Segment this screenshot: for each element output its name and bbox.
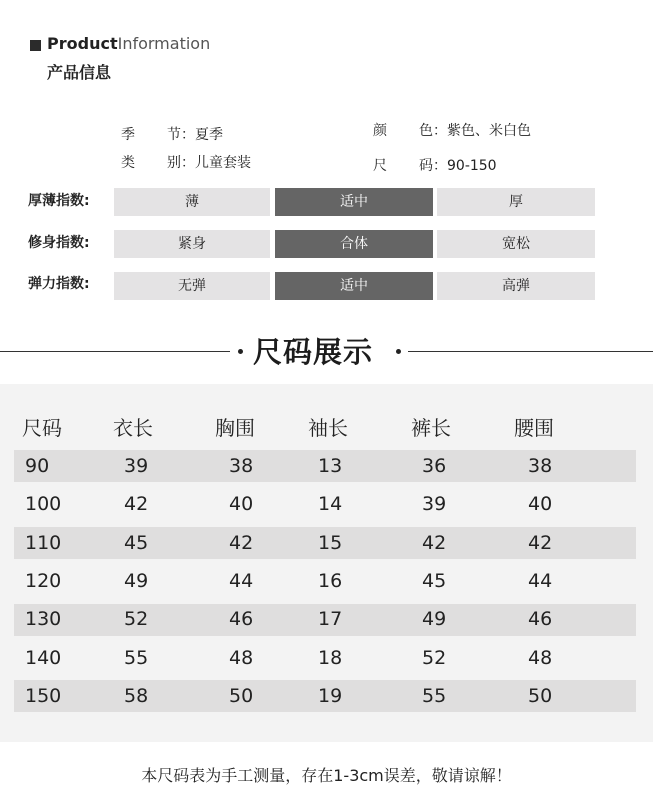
info-color (373, 120, 531, 140)
cell-waist: 46 (528, 608, 553, 630)
cell-size: 120 (25, 570, 62, 592)
info-season-key-b: 节： (167, 127, 195, 143)
thickness-option-thin: 薄 (114, 188, 270, 216)
cell-size: 150 (25, 685, 62, 707)
size-section-title: 尺码展示 (253, 335, 374, 369)
cell-waist: 42 (528, 532, 553, 554)
bullet-dot-right (396, 349, 401, 354)
info-color-key-a: 颜 (373, 123, 387, 139)
cell-length: 42 (124, 493, 149, 515)
cell-length: 58 (124, 685, 149, 707)
thickness-option-thick: 厚 (437, 188, 595, 216)
cell-waist: 50 (528, 685, 553, 707)
info-size-value: 90-150 (447, 158, 497, 174)
section-title-cn: 产品信息 (47, 63, 112, 82)
cell-sleeve: 15 (318, 532, 343, 554)
elasticity-option-high: 高弹 (437, 272, 595, 300)
info-category-key-a: 类 (121, 155, 135, 171)
header-size: 尺码 (22, 416, 62, 440)
cell-length: 55 (124, 647, 149, 669)
thickness-option-medium: 适中 (275, 188, 433, 216)
cell-size: 110 (25, 532, 62, 554)
divider-right (408, 351, 653, 352)
cell-pants-length: 45 (422, 570, 447, 592)
cell-chest: 38 (229, 455, 254, 477)
elasticity-index-label: 弹力指数: (28, 276, 90, 292)
info-season-value: 夏季 (195, 127, 223, 143)
cell-size: 140 (25, 647, 62, 669)
info-season-key-a: 季 (121, 127, 135, 143)
fit-option-regular: 合体 (275, 230, 433, 258)
cell-length: 49 (124, 570, 149, 592)
info-color-key-b: 色： (419, 123, 447, 139)
info-color-value: 紫色、米白色 (447, 123, 531, 139)
cell-sleeve: 19 (318, 685, 343, 707)
cell-pants-length: 42 (422, 532, 447, 554)
thickness-index-label: 厚薄指数: (28, 193, 90, 209)
info-size-key-b: 码： (419, 158, 447, 174)
cell-size: 90 (25, 455, 50, 477)
cell-pants-length: 36 (422, 455, 447, 477)
elasticity-option-medium: 适中 (275, 272, 433, 300)
header-length: 衣长 (113, 416, 153, 440)
cell-pants-length: 39 (422, 493, 447, 515)
cell-pants-length: 52 (422, 647, 447, 669)
header-sleeve: 袖长 (308, 416, 348, 440)
header-chest: 胸围 (215, 416, 255, 440)
cell-chest: 48 (229, 647, 254, 669)
section-marker-icon (30, 40, 41, 51)
cell-sleeve: 14 (318, 493, 343, 515)
cell-chest: 46 (229, 608, 254, 630)
cell-sleeve: 18 (318, 647, 343, 669)
cell-chest: 40 (229, 493, 254, 515)
cell-pants-length: 49 (422, 608, 447, 630)
cell-sleeve: 13 (318, 455, 343, 477)
cell-waist: 40 (528, 493, 553, 515)
cell-chest: 44 (229, 570, 254, 592)
measurement-note: 本尺码表为手工测量，存在1-3cm误差，敬请谅解！ (141, 766, 512, 785)
bullet-dot-left (238, 349, 243, 354)
cell-chest: 50 (229, 685, 254, 707)
cell-length: 39 (124, 455, 149, 477)
divider-left (0, 351, 230, 352)
info-season (121, 124, 223, 144)
cell-size: 100 (25, 493, 62, 515)
section-title-en (47, 34, 210, 53)
title-bold: Product (47, 34, 118, 53)
elasticity-option-none: 无弹 (114, 272, 270, 300)
info-size (373, 155, 497, 175)
cell-length: 45 (124, 532, 149, 554)
cell-waist: 48 (528, 647, 553, 669)
cell-length: 52 (124, 608, 149, 630)
info-category-key-b: 别： (167, 155, 195, 171)
cell-size: 130 (25, 608, 62, 630)
title-light: Information (117, 34, 211, 53)
fit-option-tight: 紧身 (114, 230, 270, 258)
info-category-value: 儿童套装 (195, 155, 251, 171)
cell-waist: 38 (528, 455, 553, 477)
fit-option-loose: 宽松 (437, 230, 595, 258)
cell-sleeve: 16 (318, 570, 343, 592)
cell-sleeve: 17 (318, 608, 343, 630)
cell-waist: 44 (528, 570, 553, 592)
header-pants-length: 裤长 (411, 416, 451, 440)
cell-chest: 42 (229, 532, 254, 554)
cell-pants-length: 55 (422, 685, 447, 707)
info-category (121, 152, 251, 172)
fit-index-label: 修身指数: (28, 235, 90, 251)
info-size-key-a: 尺 (373, 158, 387, 174)
header-waist: 腰围 (514, 416, 554, 440)
